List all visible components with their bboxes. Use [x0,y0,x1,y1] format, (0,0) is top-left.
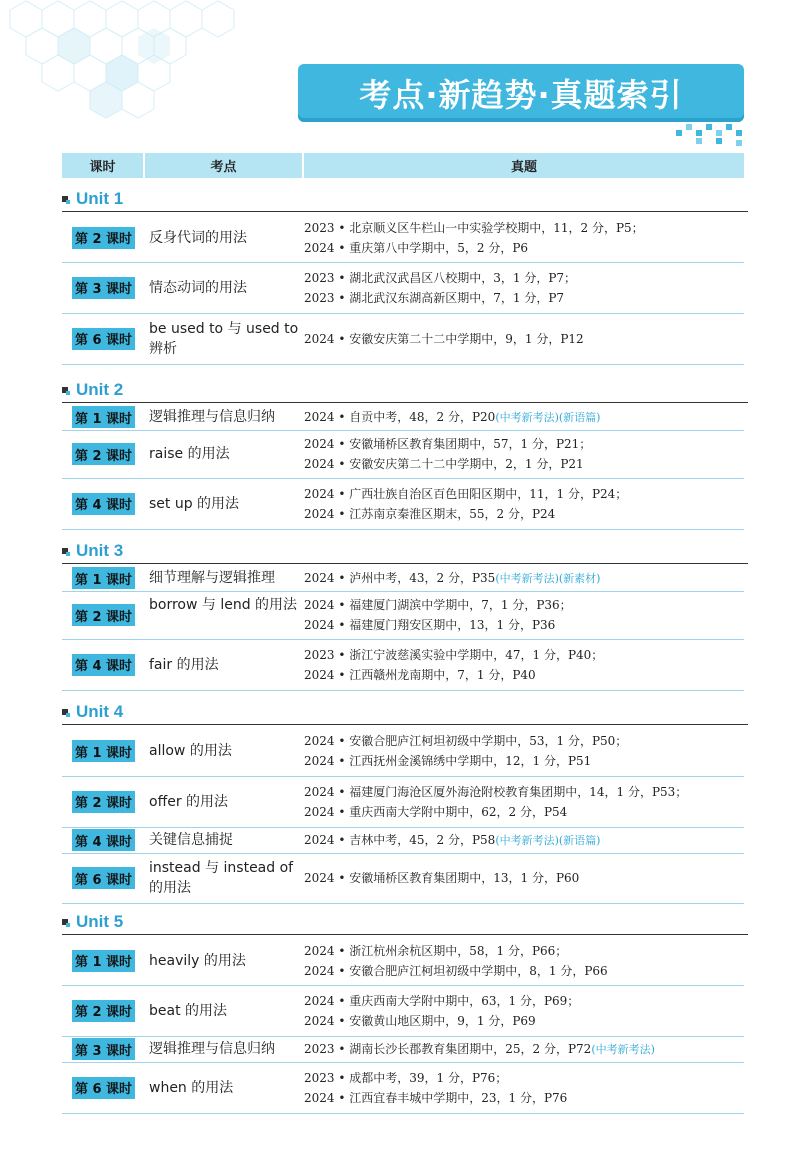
unit-header [62,189,748,212]
topic-text: 细节理解与逻辑推理 [149,570,275,586]
exam-tag: (中考新考法)(新素材) [495,572,601,585]
unit-title: Unit 1 [76,189,124,208]
table-row [62,591,744,640]
table-row [62,213,744,263]
exam-list [304,434,744,474]
table-row [62,726,744,777]
unit-marker-accent-icon [66,923,70,927]
exam-item [304,238,744,258]
exam-text: 2024 • 江苏南京秦淮区期末，55，2 分，P24 [304,506,556,521]
table-row [62,430,744,479]
exam-text: 2024 • 江西赣州龙南期中，7，1 分，P40 [304,667,536,682]
lesson-badge: 第 1 课时 [72,950,135,972]
table-row [62,404,744,431]
exam-list [304,830,744,851]
exam-text: 2023 • 浙江宁波慈溪实验中学期中，47，1 分，P40； [304,647,604,662]
exam-item [304,961,744,981]
table-row [62,639,744,691]
exam-list [304,218,744,258]
topic-text: allow 的用法 [149,743,232,759]
lesson-badge: 第 2 课时 [72,604,135,626]
exam-text: 2024 • 安徽埇桥区教育集团期中，13，1 分，P60 [304,871,580,885]
unit-marker-accent-icon [66,713,70,717]
table-row [62,827,744,854]
exam-text: 2024 • 自贡中考，48，2 分，P20 [304,410,496,424]
exam-text: 2024 • 重庆第八中学期中，5，2 分，P6 [304,240,529,255]
pixel-squares-decoration [676,124,746,148]
hexagon-pattern-decoration [0,0,280,140]
topic-text: raise 的用法 [149,446,230,462]
topic-text: be used to 与 used to 辨析 [149,320,299,357]
table-row [62,1036,744,1063]
unit-header [62,702,748,725]
topic-text: borrow 与 lend 的用法 [149,597,298,613]
exam-list [304,731,744,771]
exam-list [304,782,744,822]
lesson-badge: 第 1 课时 [72,567,135,589]
topic-text: set up 的用法 [149,495,240,512]
exam-list [304,868,744,888]
exam-item [304,751,744,771]
topic-text: 反身代词的用法 [149,229,247,246]
exam-list [304,268,744,308]
exam-text: 2024 • 安徽安庆第二十二中学期中，2，1 分，P21 [304,457,584,471]
table-row [62,985,744,1037]
exam-item [304,329,744,349]
exam-text: 2024 • 安徽埇桥区教育集团期中，57，1 分，P21； [304,437,592,451]
table-row [62,936,744,986]
exam-text: 2023 • 湖南长沙长郡教育集团期中，25，2 分，P72 [304,1042,592,1056]
lesson-badge: 第 2 课时 [72,791,135,813]
table-row [62,262,744,314]
topic-text: instead 与 instead of 的用法 [149,860,294,896]
exam-item [304,1039,744,1060]
lesson-badge: 第 2 课时 [72,443,135,465]
exam-item [304,941,744,961]
topic-text: 情态动词的用法 [149,279,247,296]
exam-list [304,941,744,981]
table-row [62,565,744,592]
unit-header [62,380,748,403]
lesson-badge: 第 2 课时 [72,1000,135,1022]
table-row [62,1062,744,1114]
exam-item [304,218,744,238]
exam-text: 2024 • 安徽黄山地区期中，9，1 分，P69 [304,1013,536,1028]
unit-title: Unit 3 [76,541,124,560]
topic-text: beat 的用法 [149,1002,228,1019]
lesson-badge: 第 1 课时 [72,740,135,762]
exam-item [304,645,744,665]
exam-list [304,407,744,428]
unit-marker-accent-icon [66,391,70,395]
exam-item [304,484,744,504]
exam-list [304,1039,744,1060]
exam-text: 2024 • 安徽安庆第二十二中学期中，9，1 分，P12 [304,331,584,346]
exam-list [304,595,744,635]
exam-text: 2023 • 北京顺义区牛栏山一中实验学校期中，11，2 分，P5； [304,220,644,235]
exam-text: 2024 • 江西抚州金溪锦绣中学期中，12，1 分，P51 [304,754,592,768]
topic-text: 逻辑推理与信息归纳 [149,409,275,425]
unit-header [62,541,748,564]
unit-title: Unit 2 [76,380,124,399]
topic-text: offer 的用法 [149,793,229,810]
exam-text: 2024 • 福建厦门湖滨中学期中，7，1 分，P36； [304,598,572,612]
lesson-badge: 第 4 课时 [72,493,135,515]
exam-item [304,830,744,851]
exam-item [304,288,744,308]
exam-tag: (中考新考法)(新语篇) [495,834,601,847]
exam-list [304,568,744,589]
exam-item [304,595,744,615]
exam-item [304,1088,744,1108]
topic-text: 逻辑推理与信息归纳 [149,1041,275,1057]
exam-item [304,1068,744,1088]
table-row [62,853,744,904]
topic-text: heavily 的用法 [149,952,246,969]
exam-text: 2024 • 安徽合肥庐江柯坦初级中学期中，8，1 分，P66 [304,963,608,978]
page-title: 考点·新趋势·真题索引 [298,64,744,122]
exam-text: 2024 • 吉林中考，45，2 分，P58 [304,833,496,847]
topic-text: 关键信息捕捉 [149,832,233,848]
exam-text: 2024 • 广西壮族自治区百色田阳区期中，11，1 分，P24； [304,486,628,501]
lesson-badge: 第 6 课时 [72,1077,135,1099]
exam-text: 2024 • 安徽合肥庐江柯坦初级中学期中，53，1 分，P50； [304,734,628,748]
lesson-badge: 第 6 课时 [72,328,135,350]
exam-item [304,665,744,685]
exam-item [304,782,744,802]
exam-item [304,991,744,1011]
exam-list [304,329,744,349]
table-row [62,776,744,828]
exam-text: 2024 • 重庆西南大学附中期中，62，2 分，P54 [304,804,568,819]
exam-item [304,454,744,474]
lesson-badge: 第 4 课时 [72,829,135,851]
lesson-badge: 第 4 课时 [72,654,135,676]
exam-list [304,991,744,1031]
exam-text: 2023 • 湖北武汉东湖高新区期中，7，1 分，P7 [304,290,565,305]
header-lesson: 课时 [62,153,143,178]
exam-item [304,434,744,454]
exam-tag: (中考新考法) [591,1043,655,1056]
exam-item [304,731,744,751]
exam-text: 2024 • 泸州中考，43，2 分，P35 [304,571,496,585]
exam-text: 2024 • 江西宜春丰城中学期中，23，1 分，P76 [304,1090,568,1105]
table-header [62,153,744,178]
exam-text: 2024 • 重庆西南大学附中期中，63，1 分，P69； [304,993,580,1008]
topic-text: when 的用法 [149,1079,234,1096]
exam-text: 2024 • 浙江杭州余杭区期中，58，1 分，P66； [304,943,568,958]
unit-header [62,912,748,935]
exam-item [304,504,744,524]
exam-list [304,1068,744,1108]
exam-item [304,407,744,428]
topic-text: fair 的用法 [149,656,219,673]
exam-text: 2024 • 福建厦门海沧区厦外海沧附校教育集团期中，14，1 分，P53； [304,784,688,799]
unit-title: Unit 4 [76,702,124,721]
unit-marker-accent-icon [66,552,70,556]
exam-text: 2024 • 福建厦门翔安区期中，13，1 分，P36 [304,618,556,632]
exam-text: 2023 • 湖北武汉武昌区八校期中，3，1 分，P7； [304,270,577,285]
exam-item [304,868,744,888]
exam-item [304,268,744,288]
unit-title: Unit 5 [76,912,124,931]
header-topic: 考点 [145,153,302,178]
exam-text: 2023 • 成都中考，39，1 分，P76； [304,1070,508,1085]
lesson-badge: 第 2 课时 [72,227,135,249]
exam-list [304,645,744,685]
exam-item [304,1011,744,1031]
exam-item [304,615,744,635]
lesson-badge: 第 3 课时 [72,1038,135,1060]
exam-item [304,802,744,822]
lesson-badge: 第 6 课时 [72,867,135,889]
header-exams: 真题 [304,153,744,178]
table-row [62,478,744,530]
unit-marker-accent-icon [66,200,70,204]
lesson-badge: 第 1 课时 [72,406,135,428]
lesson-badge: 第 3 课时 [72,277,135,299]
exam-item [304,568,744,589]
exam-tag: (中考新考法)(新语篇) [495,411,601,424]
exam-list [304,484,744,524]
table-row [62,313,744,365]
